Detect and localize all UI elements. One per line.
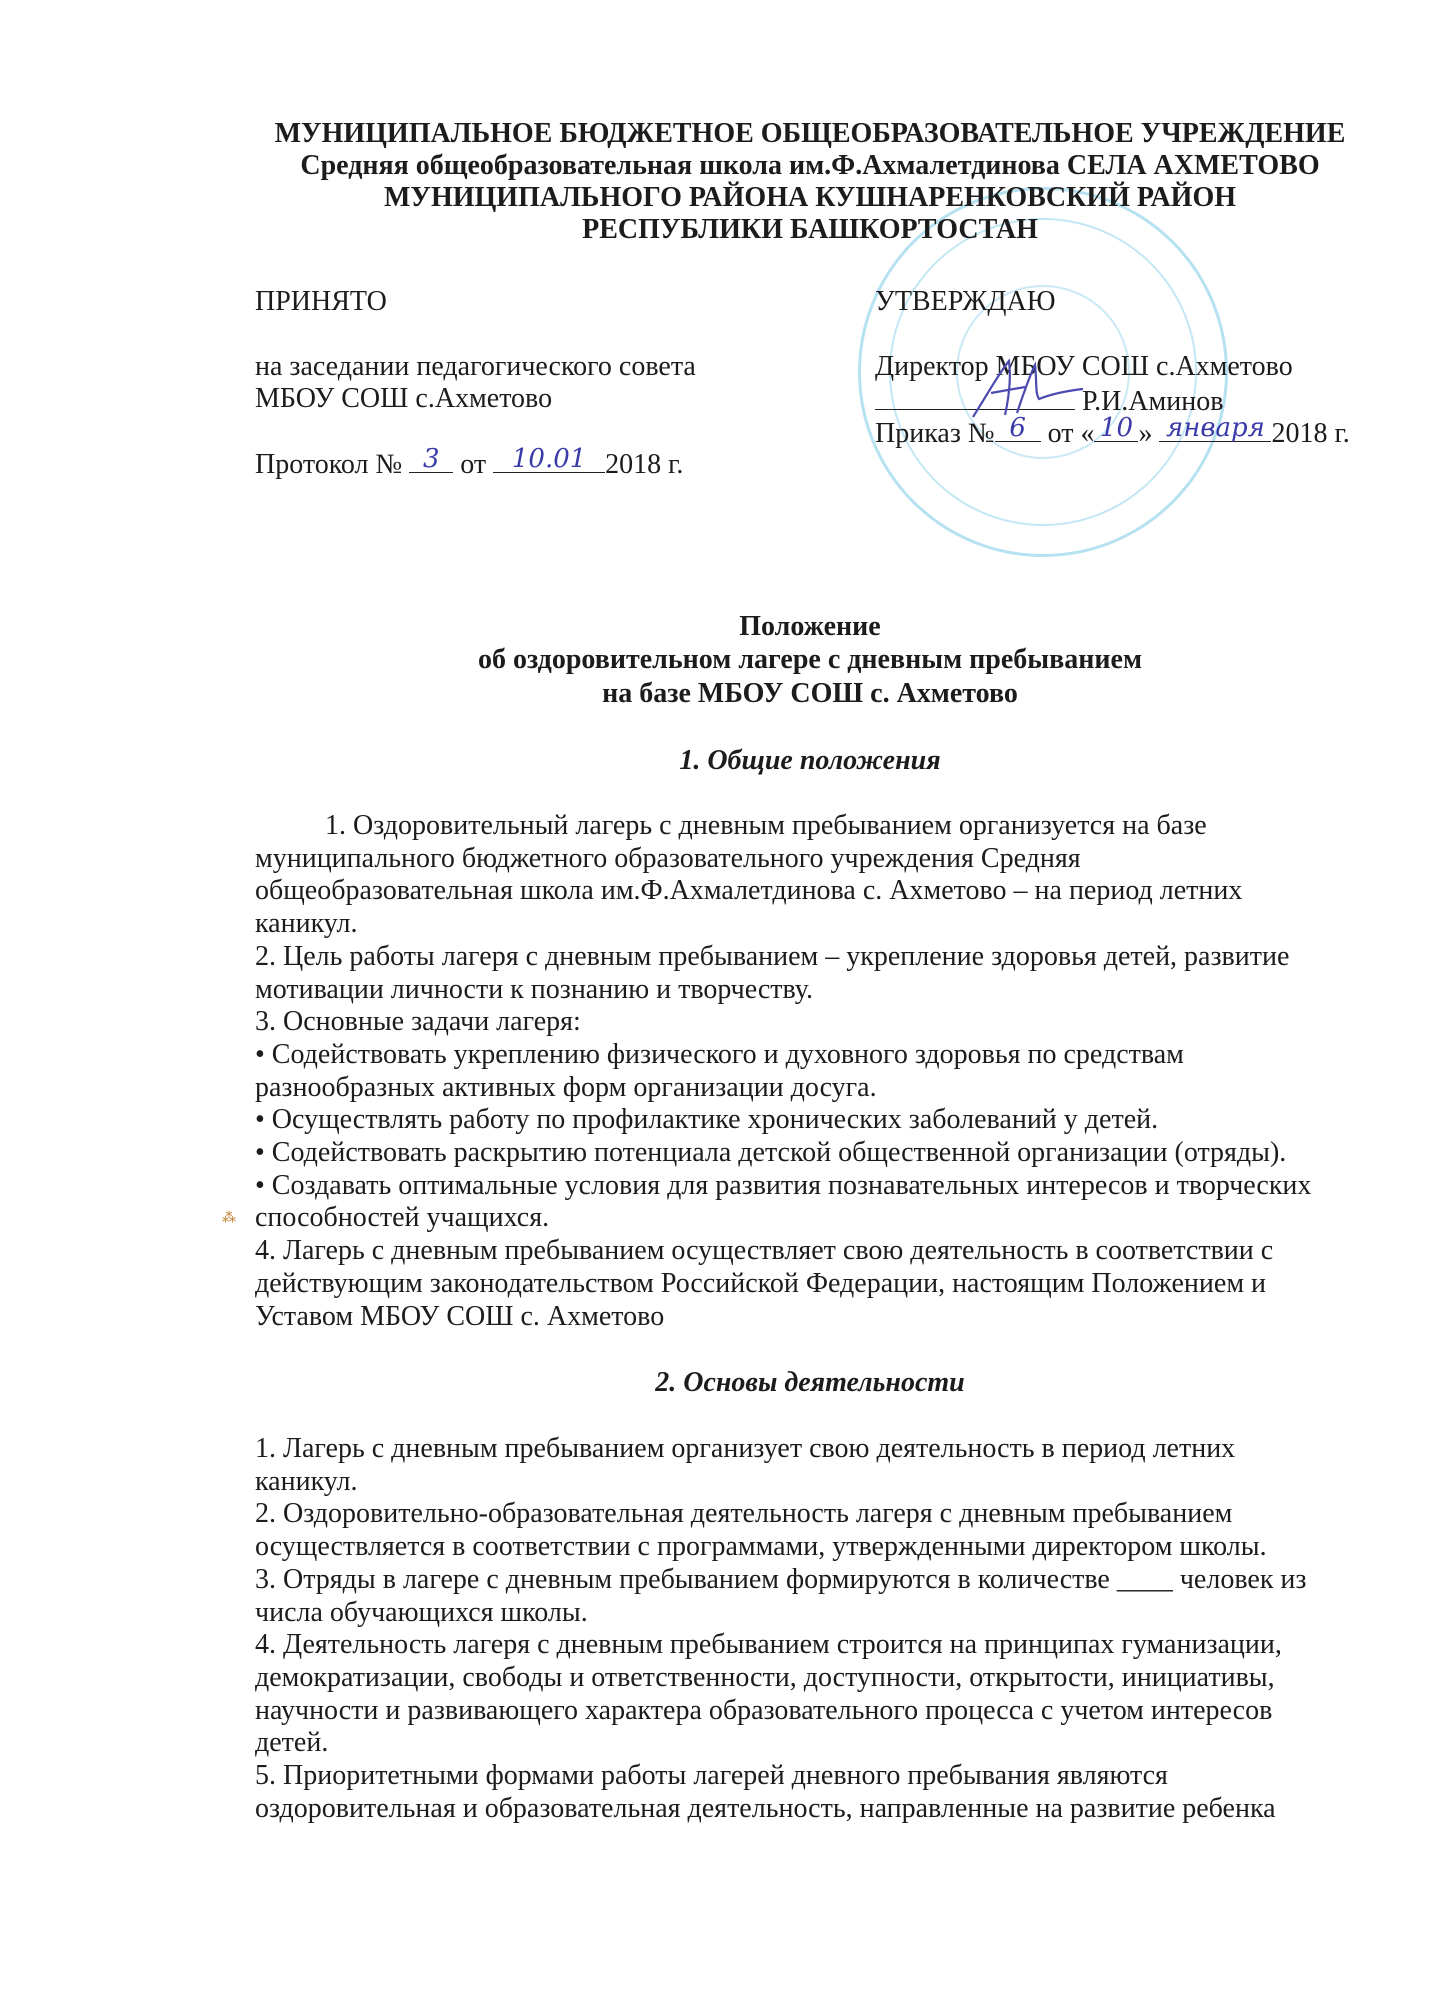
protocol-prefix: Протокол №: [255, 449, 403, 480]
section2-line: 5. Приоритетными формами работы лагерей дневного пребывания являются: [255, 1760, 1168, 1791]
document-subtitle-2: на базе МБОУ СОШ с. Ахметово: [602, 678, 1018, 709]
section2-line: каникул.: [255, 1465, 358, 1497]
section2-line: 4. Деятельность лагеря с дневным пребыванием строится на принципах гуманизации,: [255, 1629, 1282, 1661]
section1-line: 3. Основные задачи лагеря:: [255, 1006, 581, 1038]
margin-ink-mark: ⁂: [222, 1211, 236, 1226]
protocol-number: 3: [422, 444, 440, 474]
section2-line: осуществляется в соответствии с программами, утвержденными директором школы.: [255, 1531, 1267, 1563]
section1-line: • Содействовать укреплению физического и духовного здоровья по средствам: [255, 1038, 1184, 1070]
document-title: Положение: [739, 611, 881, 642]
header-line-4: РЕСПУБЛИКИ БАШКОРТОСТАН: [582, 214, 1038, 245]
section2-line: демократизации, свободы и ответственности, доступности, открытости, инициативы,: [255, 1661, 1275, 1693]
order-month: января: [1166, 413, 1265, 443]
protocol-date-field: [493, 446, 605, 473]
section1-line: муниципального бюджетного образовательного учреждения Средняя: [255, 842, 1081, 874]
section1-line: способностей учащихся.: [255, 1202, 550, 1234]
section-2-heading: 2. Основы деятельности: [655, 1367, 965, 1398]
order-from: от «: [1047, 418, 1095, 449]
accepted-line-1: на заседании педагогического совета: [255, 351, 696, 382]
section-1-heading: 1. Общие положения: [679, 745, 941, 776]
document-subtitle-1: об оздоровительном лагере с дневным пребыванием: [477, 644, 1143, 675]
section1-line: 1. Оздоровительный лагерь с дневным пребыванием организуется на базе: [325, 810, 1207, 841]
section2-line: научности и развивающего характера образовательного процесса с учетом интересов: [255, 1694, 1273, 1726]
section2-line: 2. Оздоровительно-образовательная деятельность лагеря с дневным пребыванием: [255, 1498, 1233, 1530]
director-name: Р.И.Аминов: [1082, 386, 1224, 417]
accepted-title: ПРИНЯТО: [255, 286, 387, 317]
order-quote: »: [1138, 418, 1153, 449]
order-day-field: [1094, 415, 1138, 442]
director-signature: [965, 355, 1085, 425]
section2-line: оздоровительная и образовательная деятельность, направленные на развитие ребенка: [255, 1792, 1276, 1824]
order-prefix: Приказ №: [875, 418, 995, 449]
approved-title: УТВЕРЖДАЮ: [875, 286, 1056, 317]
section1-line: разнообразных активных форм организации досуга.: [255, 1071, 877, 1103]
protocol-year: 2018 г.: [605, 449, 684, 480]
order-month-field: [1159, 415, 1271, 442]
section1-line: действующим законодательством Российской Федерации, настоящим Положением и: [255, 1267, 1267, 1299]
header-line-1: МУНИЦИПАЛЬНОЕ БЮДЖЕТНОЕ ОБЩЕОБРАЗОВАТЕЛЬНОЕ УЧРЕЖДЕНИЕ: [274, 118, 1346, 149]
section1-line: • Осуществлять работу по профилактике хронических заболеваний у детей.: [255, 1104, 1159, 1136]
order-day: 10: [1099, 413, 1134, 443]
header-line-2: Средняя общеобразовательная школа им.Ф.Ахмалетдинова СЕЛА АХМЕТОВО: [300, 150, 1320, 181]
section2-line: детей.: [255, 1727, 329, 1759]
section2-line: 3. Отряды в лагере с дневным пребыванием формируются в количестве ____ человек из: [255, 1563, 1307, 1595]
section1-line: каникул.: [255, 908, 358, 940]
protocol-line: [255, 446, 683, 481]
section1-line: 2. Цель работы лагеря с дневным пребыванием – укрепление здоровья детей, развитие: [255, 940, 1290, 972]
section1-line: общеобразовательная школа им.Ф.Ахмалетдинова с. Ахметово – на период летних: [255, 875, 1243, 907]
accepted-line-2: МБОУ СОШ с.Ахметово: [255, 383, 553, 414]
section1-line: мотивации личности к познанию и творчеству.: [255, 973, 814, 1005]
section2-line: 1. Лагерь с дневным пребыванием организует свою деятельность в период летних: [255, 1433, 1236, 1464]
protocol-number-field: [409, 446, 453, 473]
order-line: [875, 415, 1350, 450]
section1-line: 4. Лагерь с дневным пребыванием осуществляет свою деятельность в соответствии с: [255, 1235, 1274, 1267]
header-line-3: МУНИЦИПАЛЬНОГО РАЙОНА КУШНАРЕНКОВСКИЙ РАЙОН: [383, 182, 1237, 213]
protocol-date: 10.01: [511, 444, 587, 474]
protocol-from: от: [460, 449, 487, 480]
section1-line: • Содействовать раскрытию потенциала детской общественной организации (отряды).: [255, 1137, 1287, 1168]
order-number: 6: [1009, 413, 1026, 443]
order-year: 2018 г.: [1271, 418, 1350, 449]
section2-line: числа обучающихся школы.: [255, 1596, 588, 1628]
section1-line: Уставом МБОУ СОШ с. Ахметово: [255, 1300, 665, 1332]
section1-line: • Создавать оптимальные условия для развития познавательных интересов и творческих: [255, 1169, 1312, 1201]
approved-line-1: Директор МБОУ СОШ с.Ахметово: [875, 351, 1293, 382]
